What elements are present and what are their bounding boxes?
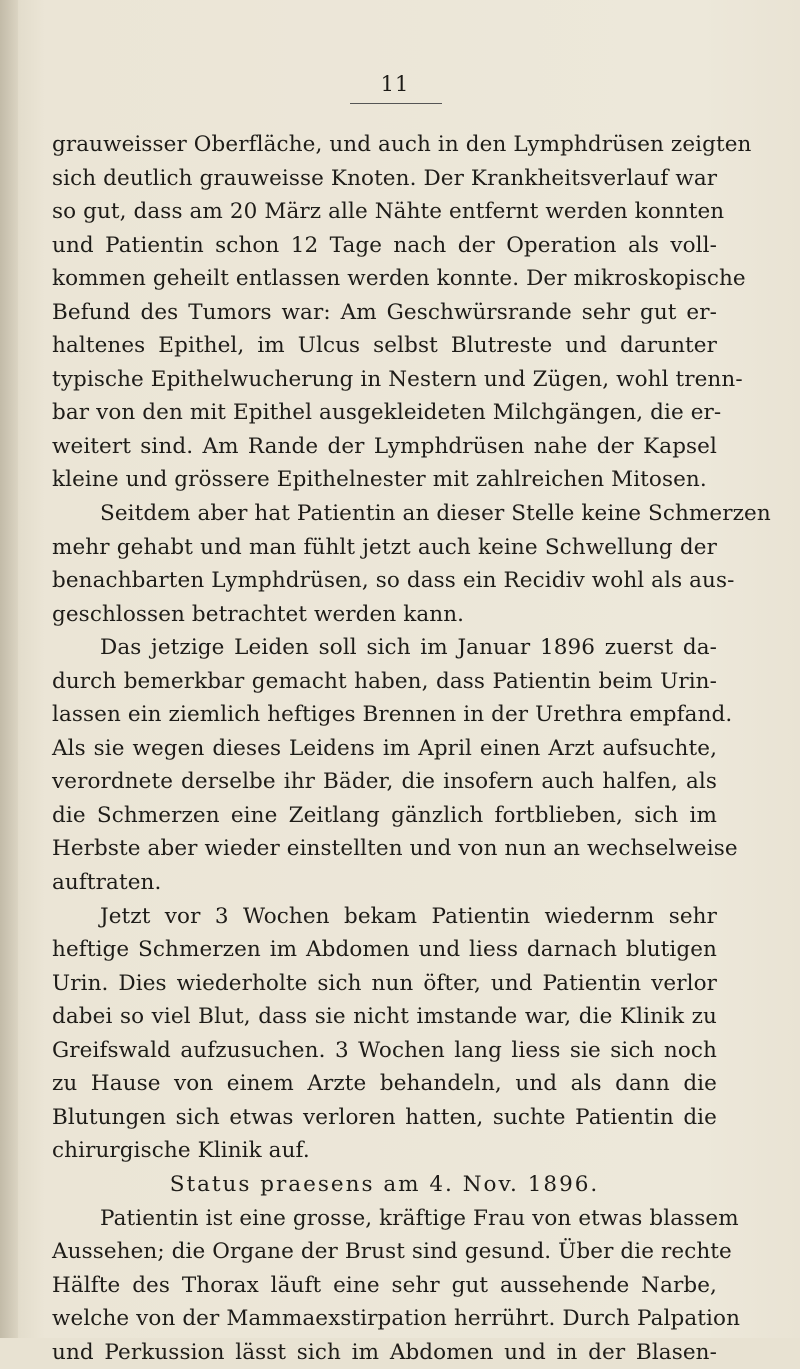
text-line: Befund des Tumors war: Am Geschwürsrande sehr gut er- [52,299,717,325]
text-line: Als sie wegen dieses Leidens im April einen Arzt aufsuchte, [52,735,717,761]
text-line: Greifswald aufzusuchen. 3 Wochen lang liess sie sich noch [52,1037,717,1063]
text-line: und Patientin schon 12 Tage nach der Operation als voll- [52,232,717,258]
header-rule [350,103,442,104]
text-line: Urin. Dies wiederholte sich nun öfter, und Patientin verlor [52,970,717,996]
text-line: durch bemerkbar gemacht haben, dass Patientin beim Urin- [52,668,717,694]
text-line: kleine und grössere Epithelnester mit zahlreichen Mitosen. [52,467,707,493]
text-line: weitert sind. Am Rande der Lymphdrüsen nahe der Kapsel [52,433,717,459]
text-line: typische Epithelwucherung in Nestern und Zügen, wohl trenn- [52,366,743,392]
text-line: chirurgische Klinik auf. [52,1138,310,1164]
text-line: geschlossen betrachtet werden kann. [52,601,465,627]
text-line: Blutungen sich etwas verloren hatten, suchte Patientin die [52,1104,717,1130]
text-line: verordnete derselbe ihr Bäder, die insofern auch halfen, als [52,769,717,795]
text-line: sich deutlich grauweisse Knoten. Der Krankheitsverlauf war [52,165,718,191]
section-heading: Status praesens am 4. Nov. 1896. [169,1171,600,1197]
text-line: grauweisser Oberfläche, und auch in den Lymphdrüsen zeigten [52,132,752,157]
text-line: mehr gehabt und man fühlt jetzt auch keine Schwellung der [52,534,717,560]
text-line: so gut, dass am 20 März alle Nähte entfernt werden konnten [52,199,725,225]
text-line: lassen ein ziemlich heftiges Brennen in der Urethra empfand. [52,702,733,728]
text-line: welche von der Mammaexstirpation herrührt. Durch Palpation [52,1306,741,1332]
text-line: die Schmerzen eine Zeitlang gänzlich fortblieben, sich im [52,802,717,828]
text-line: Aussehen; die Organe der Brust sind gesund. Über die rechte [52,1239,732,1265]
text-line: und Perkussion lässt sich im Abdomen und in der Blasen- [52,1339,717,1365]
page-edge-shadow [0,0,18,1338]
paragraph-start-line: Das jetzige Leiden soll sich im Januar 1896 zuerst da- [100,635,717,661]
paragraph-start-line: Seitdem aber hat Patientin an dieser Stelle keine Schmerzen [100,501,771,527]
text-line: dabei so viel Blut, dass sie nicht imstande war, die Klinik zu [52,1004,717,1030]
paragraph-start-line: Jetzt vor 3 Wochen bekam Patientin wiedernm sehr [100,903,717,929]
text-line: Hälfte des Thorax läuft eine sehr gut aussehende Narbe, [52,1272,717,1298]
text-line: kommen geheilt entlassen werden konnte. Der mikroskopische [52,266,746,292]
page-number: 11 [380,72,410,96]
text-line: heftige Schmerzen im Abdomen und liess darnach blutigen [52,937,717,963]
text-line: haltenes Epithel, im Ulcus selbst Blutreste und darunter [52,333,717,359]
paragraph-start-line: Patientin ist eine grosse, kräftige Frau von etwas blassem [100,1205,739,1231]
body-text [52,128,771,1369]
text-line: bar von den mit Epithel ausgekleideten Milchgängen, die er- [52,400,722,426]
text-line: auftraten. [52,870,162,896]
text-line: Herbste aber wieder einstellten und von nun an wechselweise [52,836,738,862]
text-line: benachbarten Lymphdrüsen, so dass ein Recidiv wohl als aus- [52,568,735,594]
text-line: zu Hause von einem Arzte behandeln, und als dann die [52,1071,717,1097]
